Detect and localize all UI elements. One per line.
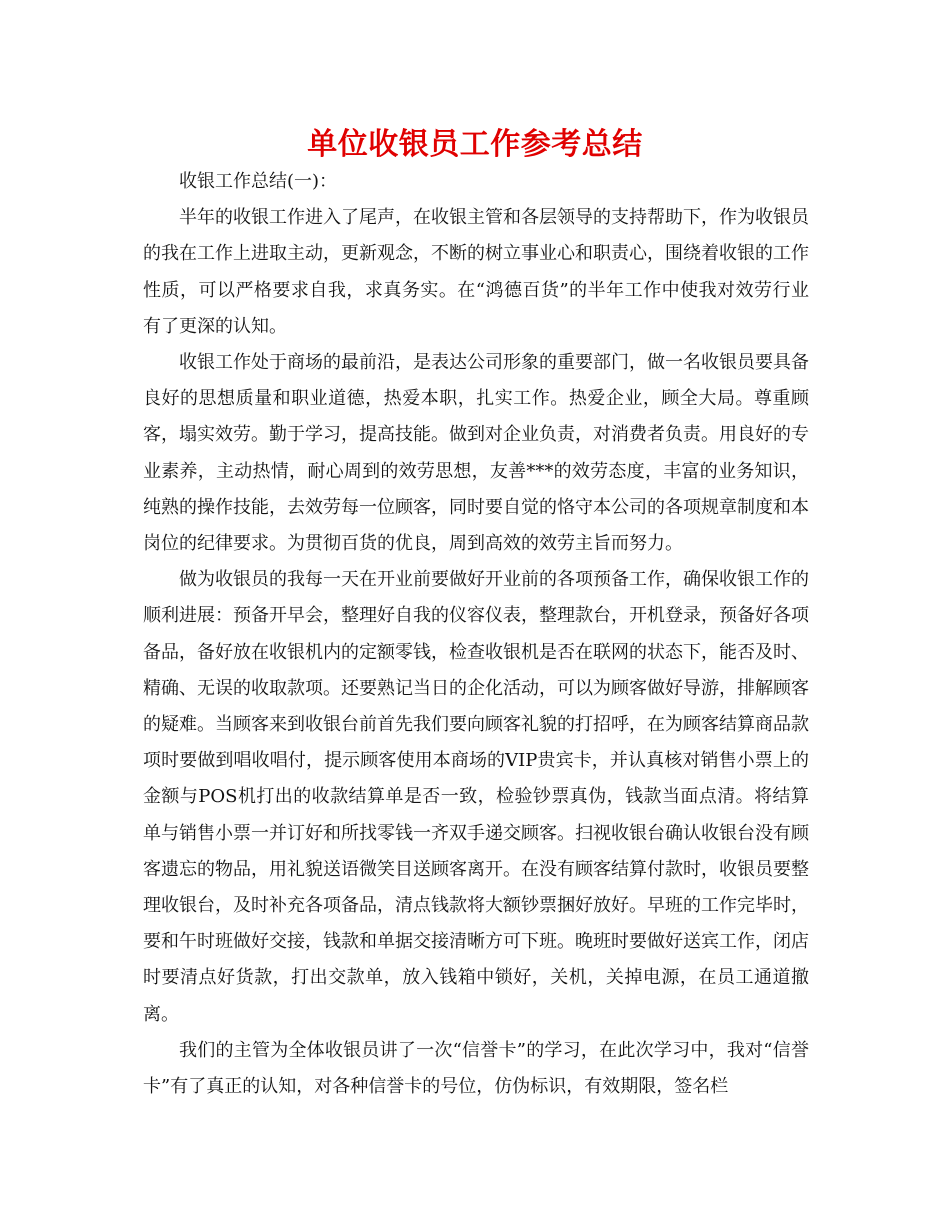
document-title: 单位收银员工作参考总结 xyxy=(307,127,643,162)
paragraph: 做为收银员的我每一天在开业前要做好开业前的各项预备工作，确保收银工作的顺利进展：预备开早会，整理好自我的仪容仪表，整理款台，开机登录，预备好各项备品，备好放在收银机内的定额零钱，检查收银机是否在联网的状态下，能否及时、精确、无误的收取款项。还要熟记当日的企化活动，可以为顾客做好导游，排解顾客的疑难。当顾客来到收银台前首先我们要向顾客礼貌的打招呼，在为顾客结算商品款项时要做到唱收唱付，提示顾客使用本商场的VIP贵宾卡，并认真核对销售小票上的金额与POS机打出的收款结算单是否一致，检验钞票真伪，钱款当面点清。将结算单与销售小票一并订好和所找零钱一齐双手递交顾客。扫视收银台确认收银台没有顾客遗忘的物品，用礼貌送语微笑目送顾客离开。在没有顾客结算付款时，收银员要整理收银台，及时补充各项备品，清点钱款将大额钞票捆好放好。早班的工作完毕时，要和午时班做好交接，钱款和单据交接清晰方可下班。晚班时要做好送宾工作，闭店时要清点好货款，打出交款单，放入钱箱中锁好，关机，关掉电源，在员工通道撤离。 xyxy=(143,569,809,1025)
document-body xyxy=(143,164,809,1105)
paragraph: 半年的收银工作进入了尾声，在收银主管和各层领导的支持帮助下，作为收银员的我在工作上进取主动，更新观念，不断的树立事业心和职责心，围绕着收银的工作性质，可以严格要求自我，求真务实。在“鸿德百货”的半年工作中使我对效劳行业有了更深的认知。 xyxy=(143,207,809,337)
paragraph: 我们的主管为全体收银员讲了一次“信誉卡”的学习，在此次学习中，我对“信誉卡”有了真正的认知，对各种信誉卡的号位，仿伪标识，有效期限，签名栏 xyxy=(143,1039,809,1098)
section-heading: 收银工作总结(一)： xyxy=(179,171,338,192)
paragraph: 收银工作处于商场的最前沿，是表达公司形象的重要部门，做一名收银员要具备良好的思想质量和职业道德，热爱本职，扎实工作。热爱企业，顾全大局。尊重顾客，塌实效劳。勤于学习，提高技能。做到对企业负责，对消费者负责。用良好的专业素养，主动热情，耐心周到的效劳思想，友善***的效劳态度，丰富的业务知识，纯熟的操作技能，去效劳每一位顾客，同时要自觉的恪守本公司的各项规章制度和本岗位的纪律要求。为贯彻百货的优良，周到高效的效劳主旨而努力。 xyxy=(143,352,809,555)
